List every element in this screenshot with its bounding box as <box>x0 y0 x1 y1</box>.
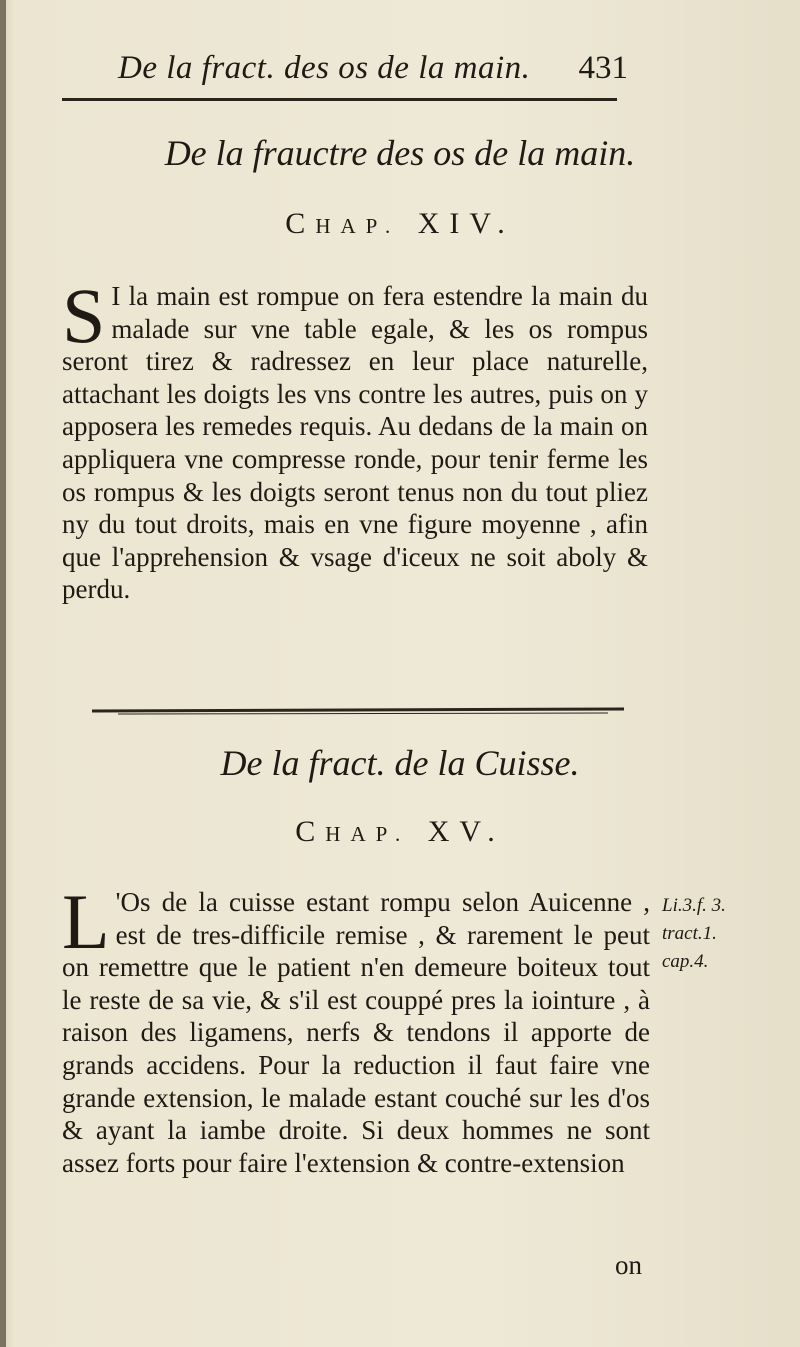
header-rule <box>62 98 617 101</box>
chapter-numeral: XIV. <box>417 207 515 240</box>
section-heading-cuisse: De la fract. de la Cuisse. <box>220 743 580 783</box>
divider-rule <box>88 704 628 716</box>
margin-note-line: tract.1. <box>662 923 717 944</box>
chapter-word: HAP. <box>315 214 401 238</box>
page-header <box>118 44 628 94</box>
chapter-label-xiv <box>0 207 800 241</box>
binding-gutter <box>0 0 6 1347</box>
drop-cap: S <box>62 272 106 359</box>
chapter-initial: C <box>295 815 326 848</box>
margin-note-line: cap.4. <box>662 951 709 972</box>
margin-note <box>662 892 782 976</box>
section-heading-main: De la frauctre des os de la main. <box>164 133 636 173</box>
catchword: on <box>615 1250 642 1280</box>
running-title: De la fract. des os de la main. <box>118 50 531 86</box>
drop-cap: L <box>62 878 110 965</box>
page-number: 431 <box>578 50 628 86</box>
chapter-numeral: XV. <box>427 815 505 848</box>
section2-body <box>62 878 650 1179</box>
section1-text: I la main est rompue on fera estendre la main du malade sur vne table egale, & les os rompus seront tirez & radressez en leur place naturelle, attachant les doigts les vns contre les autres, puis on y apposera les remedes requis. Au dedans de la main on appliquera vne compresse ronde, pour tenir ferme les os rompus & les doigts seront tenus non du tout pliez ny du tout droits, mais en vne figure moyenne , afin que l'apprehension & vsage d'iceux ne soit aboly & perdu. <box>62 281 648 605</box>
chapter-initial: C <box>285 207 316 240</box>
chapter-word: HAP. <box>325 822 411 846</box>
margin-note-line: Li.3.f. 3. <box>662 895 726 916</box>
section1-body <box>62 272 648 606</box>
section2-text: 'Os de la cuisse estant rompu selon Auicenne , est de tres-difficile remise , & rarement le peut on remettre que le patient n'en demeure boiteux tout le reste de sa vie, & s'il est couppé pres la iointure , à raison des ligamens, nerfs & tendons il apporte de grands accidens. Pour la reduction il faut faire vne grande extension, le malade estant couché sur les d'os & ayant la iambe droite. Si deux hommes ne sont assez forts pour faire l'extension & contre-extension <box>62 887 650 1178</box>
chapter-label-xv <box>0 815 800 849</box>
